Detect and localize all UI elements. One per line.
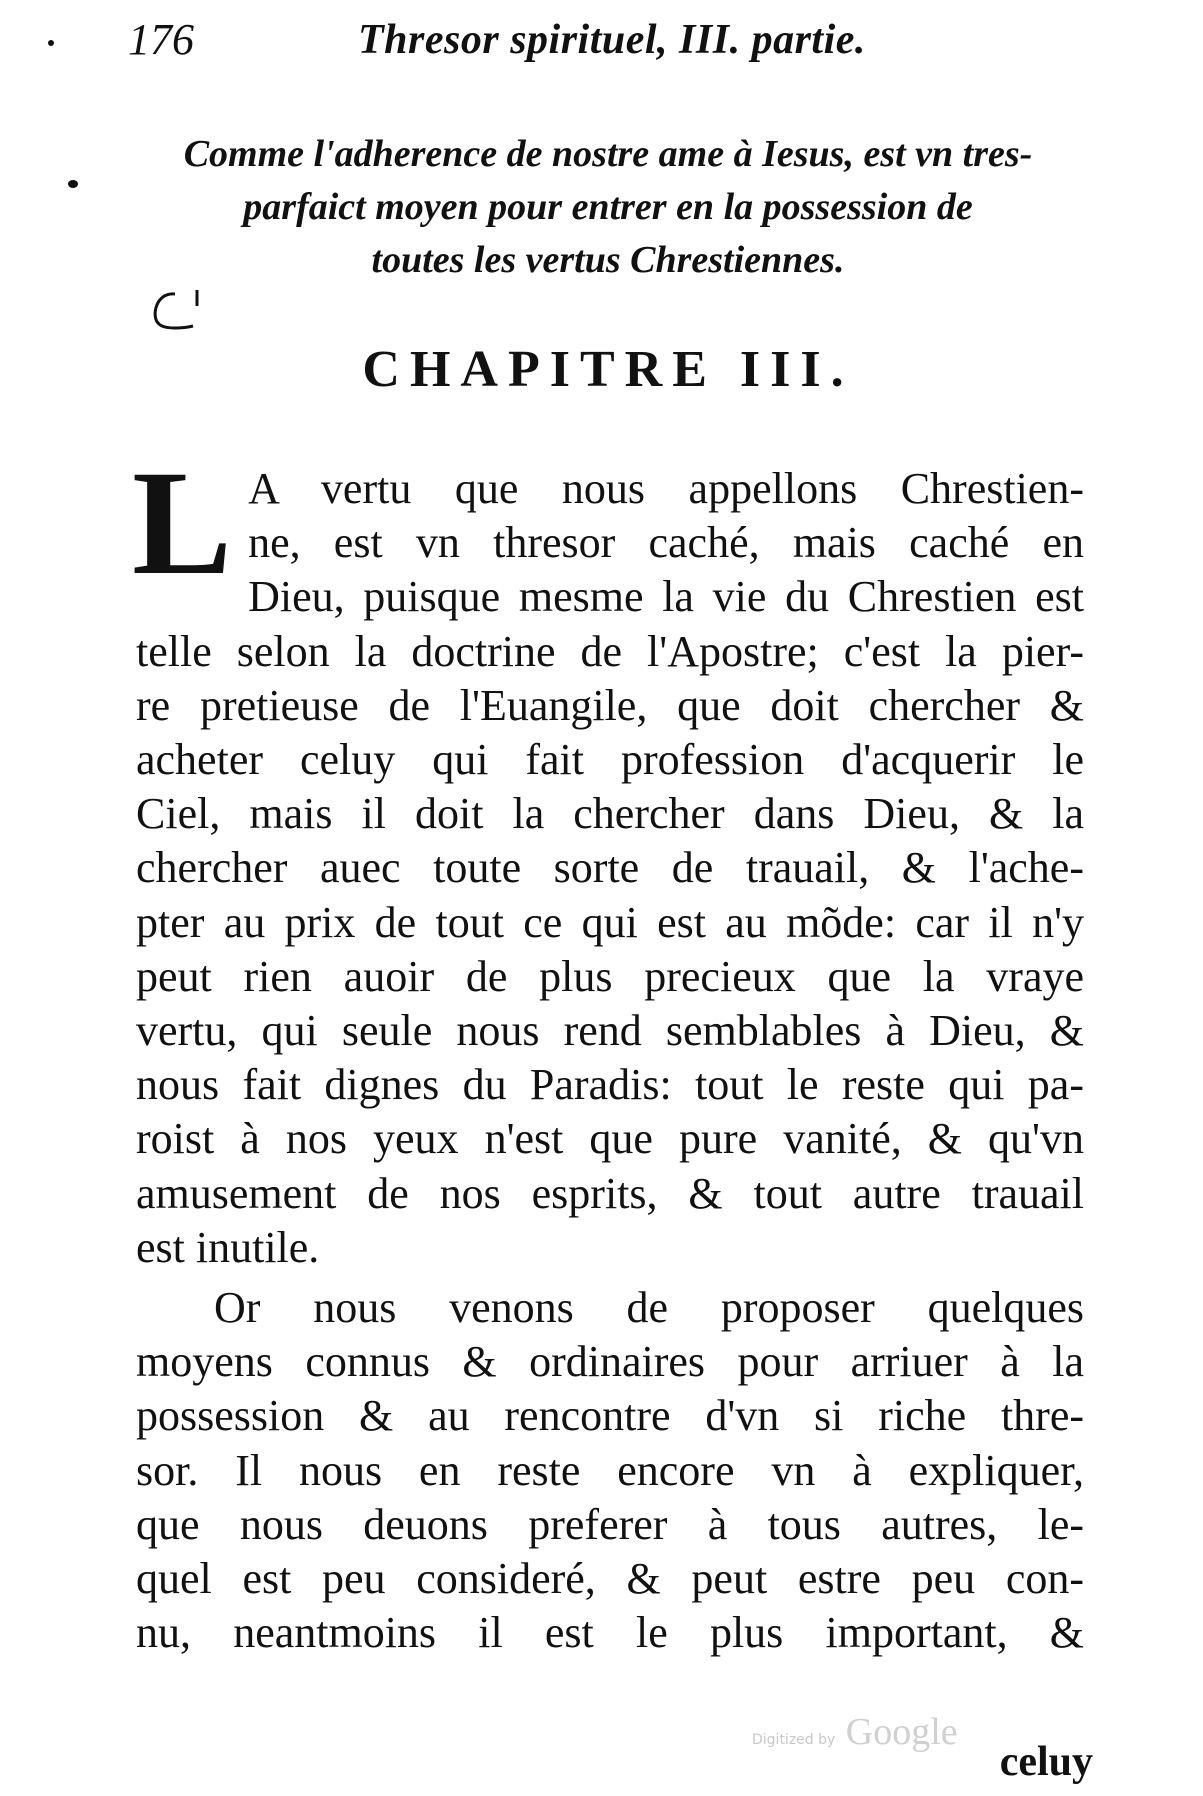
text-line: pter au prix de tout ce qui est au mõde: car il n'y	[136, 897, 1084, 947]
catchword: celuy	[999, 1739, 1093, 1785]
paragraph-2	[136, 1281, 1084, 1660]
text-line: acheter celuy qui fait profession d'acquerir le	[136, 735, 1084, 785]
summary-line: Comme l'adherence de nostre ame à Iesus, est vn tres-	[183, 133, 1033, 175]
digitization-watermark	[752, 1710, 958, 1754]
text-line: chercher auec toute sorte de trauail, & l'ache-	[136, 843, 1084, 893]
text-line: amusement de nos esprits, & tout autre trauail	[136, 1168, 1084, 1218]
handwritten-bracket-mark	[145, 288, 201, 336]
text-line: re pretieuse de l'Euangile, que doit chercher &	[136, 680, 1084, 730]
summary-line: toutes les vertus Chrestiennes.	[371, 239, 845, 281]
text-line: nu, neantmoins il est le plus important, &	[136, 1608, 1084, 1658]
text-line: Dieu, puisque mesme la vie du Chrestien est	[248, 572, 1084, 622]
chapter-summary-heading	[128, 128, 1088, 287]
watermark-prefix: Digitized by	[752, 1732, 836, 1748]
summary-line: parfaict moyen pour entrer en la possession de	[243, 186, 973, 228]
drop-cap: L	[132, 440, 233, 606]
text-line: moyens connus & ordinaires pour arriuer à la	[136, 1337, 1084, 1387]
ink-speck	[68, 180, 78, 188]
text-line: A vertu que nous appellons Chrestien-	[248, 464, 1084, 513]
chapter-title: CHAPITRE III.	[362, 341, 854, 398]
text-line: telle selon la doctrine de l'Apostre; c'est la pier-	[136, 626, 1084, 676]
text-line: Or nous venons de proposer quelques	[214, 1283, 1084, 1333]
text-line: roist à nos yeux n'est que pure vanité, & qu'vn	[136, 1114, 1084, 1164]
running-head	[128, 14, 1088, 74]
text-line: sor. Il nous en reste encore vn à expliquer,	[136, 1445, 1084, 1495]
text-line: que nous deuons preferer à tous autres, le-	[136, 1499, 1084, 1549]
paragraph-1	[132, 440, 1084, 1275]
watermark-brand: Google	[845, 1711, 958, 1753]
text-line: Ciel, mais il doit la chercher dans Dieu, & la	[136, 789, 1084, 839]
ink-speck	[48, 40, 54, 46]
text-line: quel est peu consideré, & peut estre peu con-	[136, 1554, 1084, 1604]
text-line: nous fait dignes du Paradis: tout le reste qui pa-	[136, 1060, 1084, 1110]
body-text	[132, 440, 1084, 1660]
page-number: 176	[128, 15, 194, 64]
text-line: ne, est vn thresor caché, mais caché en	[248, 518, 1084, 568]
text-line: peut rien auoir de plus precieux que la vraye	[136, 951, 1084, 1001]
text-line: possession & au rencontre d'vn si riche thre-	[136, 1391, 1084, 1441]
running-head-title: Thresor spirituel, III. partie.	[358, 17, 866, 63]
text-line: vertu, qui seule nous rend semblables à Dieu, &	[136, 1006, 1084, 1056]
text-line: est inutile.	[136, 1222, 320, 1272]
